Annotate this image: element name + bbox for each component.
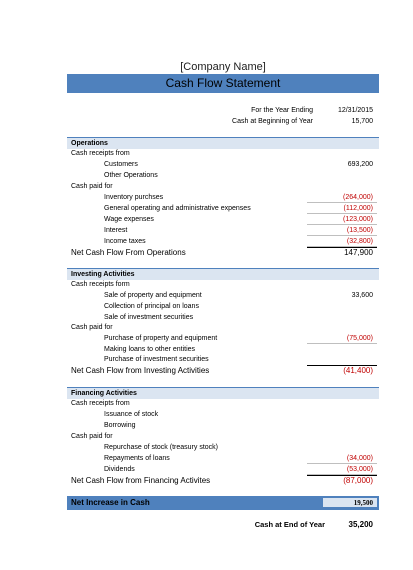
ops-receipts-label-row (67, 148, 379, 159)
ops-net-row (67, 247, 379, 258)
line-item-value: (32,800) (346, 238, 373, 245)
net-cash-financing-label: Net Cash Flow from Financing Activites (71, 476, 211, 485)
line-item-value: 693,200 (347, 161, 373, 168)
year-ending-label: For the Year Ending (251, 107, 313, 114)
ops-receipt-row (67, 159, 379, 170)
fin-receipt-row (67, 409, 379, 420)
cash-begin-value: 15,700 (351, 118, 373, 125)
line-item-label: Purchase of investment securities (104, 356, 209, 363)
section-investing-label: Investing Activities (71, 271, 135, 278)
line-item-label: Repurchase of stock (treasury stock) (104, 444, 218, 451)
ops-paid-row (67, 192, 379, 203)
line-item-label: Inventory purchses (104, 194, 164, 201)
inv-paid-label: Cash paid for (71, 324, 113, 331)
ops-paid-label: Cash paid for (71, 183, 113, 190)
fin-paid-row (67, 453, 379, 464)
ops-paid-row (67, 214, 379, 225)
fin-paid-row (67, 464, 379, 475)
year-ending-value: 12/31/2015 (337, 107, 373, 114)
line-item-label: Wage expenses (104, 216, 154, 223)
net-cash-operations-value: 147,900 (344, 248, 373, 257)
line-item-value: (75,000) (346, 335, 373, 342)
line-item-label: General operating and administrative expenses (104, 205, 251, 212)
net-increase-value: 19,500 (353, 499, 373, 507)
line-item-label: Sale of property and equipment (104, 292, 202, 299)
fin-net-row (67, 475, 379, 486)
line-item-label: Dividends (104, 466, 135, 473)
line-item-value: (264,000) (343, 194, 373, 201)
inv-paid-row (67, 354, 379, 365)
ops-paid-row (67, 203, 379, 214)
inv-receipts-label-row (67, 279, 379, 290)
inv-net-row (67, 365, 379, 376)
fin-receipts-label: Cash receipts from (71, 400, 130, 407)
ops-receipt-row (67, 170, 379, 181)
section-financing-label: Financing Activities (71, 390, 137, 397)
line-item-label: Other Operations (104, 172, 158, 179)
cash-begin-label: Cash at Beginning of Year (232, 118, 313, 125)
fin-receipt-row (67, 420, 379, 431)
statement-title: Cash Flow Statement (67, 74, 379, 93)
net-cash-investing-value: (41,400) (343, 366, 373, 375)
fin-paid-row (67, 442, 379, 453)
line-item-value: (34,000) (346, 455, 373, 462)
line-item-label: Repayments of loans (104, 455, 170, 462)
cash-end-value: 35,200 (348, 520, 373, 529)
cash-end-row (67, 519, 379, 531)
line-item-value: (13,500) (346, 227, 373, 234)
line-item-value: (53,000) (346, 466, 373, 473)
line-item-label: Collection of principal on loans (104, 303, 199, 310)
ops-paid-row (67, 225, 379, 236)
line-item-label: Income taxes (104, 238, 146, 245)
cash-begin-row (67, 116, 379, 127)
line-item-value: (123,000) (343, 216, 373, 223)
inv-receipts-label: Cash receipts form (71, 281, 130, 288)
company-name: [Company Name] (180, 61, 266, 73)
ops-paid-label-row (67, 181, 379, 192)
net-cash-operations-label: Net Cash Flow From Operations (71, 248, 186, 257)
fin-paid-label-row (67, 431, 379, 442)
line-item-label: Borrowing (104, 422, 136, 429)
net-cash-financing-value: (87,000) (343, 476, 373, 485)
line-item-label: Customers (104, 161, 138, 168)
year-ending-row (67, 105, 379, 116)
line-item-label: Sale of investment securities (104, 314, 194, 321)
line-item-value: 33,600 (351, 292, 373, 299)
inv-paid-row (67, 333, 379, 344)
inv-paid-label-row (67, 322, 379, 333)
line-item-label: Purchase of property and equipment (104, 335, 218, 342)
line-item-label: Interest (104, 227, 128, 234)
fin-paid-label: Cash paid for (71, 433, 113, 440)
net-cash-investing-label: Net Cash Flow from Investing Activities (71, 366, 210, 375)
inv-receipt-row (67, 301, 379, 312)
line-item-label: Making loans to other entities (104, 346, 196, 353)
cash-end-label: Cash at End of Year (254, 520, 325, 529)
net-increase-bar (67, 496, 379, 510)
section-operations-label: Operations (71, 140, 108, 147)
fin-receipts-label-row (67, 398, 379, 409)
line-item-value: (112,000) (343, 205, 373, 212)
inv-receipt-row (67, 290, 379, 301)
ops-paid-row (67, 236, 379, 247)
net-increase-label: Net Increase in Cash (71, 498, 150, 507)
line-item-label: Issuance of stock (104, 411, 159, 418)
ops-receipts-label: Cash receipts from (71, 150, 130, 157)
